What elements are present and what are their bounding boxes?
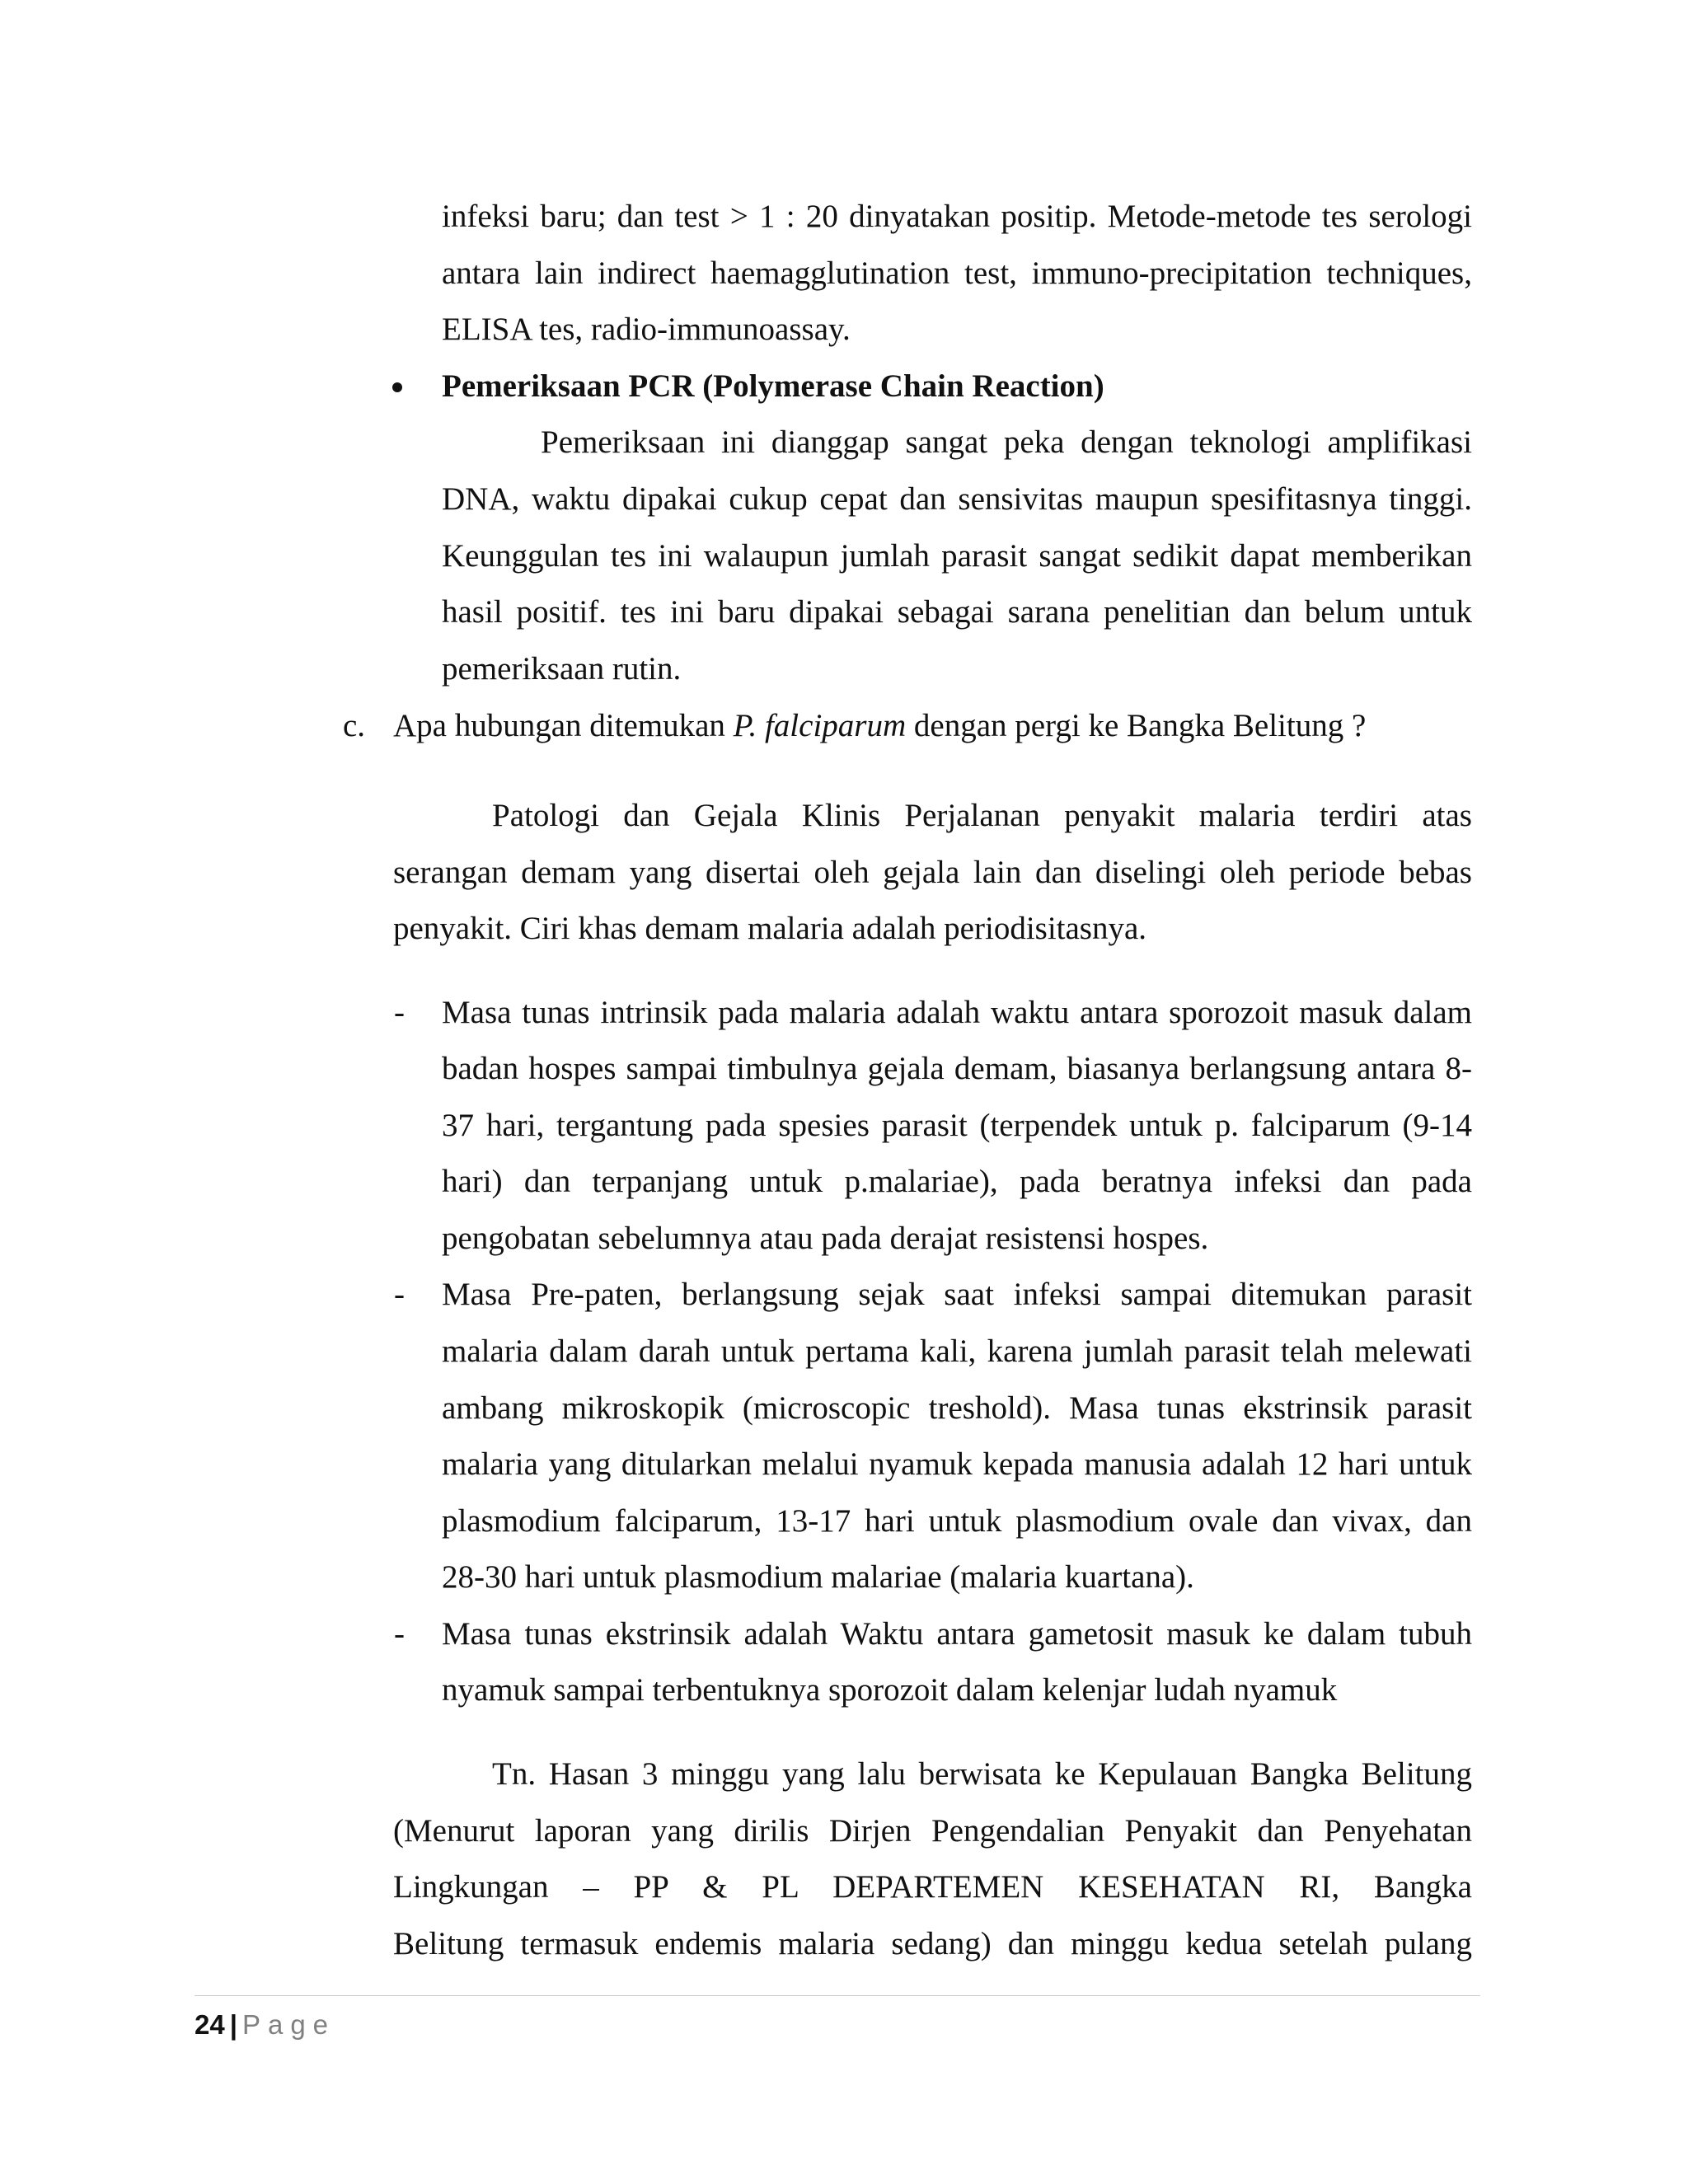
- body-line: infeksi baru; dan test > 1 : 20 dinyatakan positip. Metode-metode tes serologi: [442, 199, 1472, 234]
- footer-divider: [195, 1995, 1480, 1996]
- body-line: Masa Pre-paten, berlangsung sejak saat infeksi sampai ditemukan parasit: [442, 1277, 1472, 1312]
- bullet-icon: [392, 382, 402, 392]
- footer-separator: |: [229, 2009, 237, 2040]
- body-line: DNA, waktu dipakai cukup cepat dan sensivitas maupun spesifitasnya tinggi.: [442, 481, 1472, 517]
- page-footer: [195, 2011, 335, 2038]
- dash-marker: -: [394, 995, 405, 1030]
- body-line: Pemeriksaan ini dianggap sangat peka dengan teknologi amplifikasi: [541, 424, 1472, 460]
- body-line: serangan demam yang disertai oleh gejala lain dan diselingi oleh periode bebas: [393, 855, 1472, 890]
- page-number: 24: [195, 2009, 225, 2040]
- question-text: dengan pergi ke Bangka Belitung ?: [906, 708, 1367, 743]
- body-line: plasmodium falciparum, 13-17 hari untuk plasmodium ovale dan vivax, dan: [442, 1503, 1472, 1539]
- body-line: ELISA tes, radio-immunoassay.: [442, 312, 851, 347]
- body-line: badan hospes sampai timbulnya gejala demam, biasanya berlangsung antara 8-: [442, 1051, 1472, 1086]
- body-line: hasil positif. tes ini baru dipakai sebagai sarana penelitian dan belum untuk: [442, 594, 1472, 630]
- dash-marker: -: [394, 1616, 405, 1652]
- body-line: nyamuk sampai terbentuknya sporozoit dalam kelenjar ludah nyamuk: [442, 1672, 1338, 1708]
- body-line: Belitung termasuk endemis malaria sedang) dan minggu kedua setelah pulang: [393, 1926, 1472, 1961]
- body-line: 37 hari, tergantung pada spesies parasit (terpendek untuk p. falciparum (9-14: [442, 1108, 1472, 1143]
- body-line: malaria yang ditularkan melalui nyamuk kepada manusia adalah 12 hari untuk: [442, 1446, 1472, 1482]
- page-label: Page: [241, 2009, 336, 2040]
- body-line: ambang mikroskopik (microscopic treshold). Masa tunas ekstrinsik parasit: [442, 1390, 1472, 1426]
- body-line: pemeriksaan rutin.: [442, 651, 682, 687]
- body-line: hari) dan terpanjang untuk p.malariae), pada beratnya infeksi dan pada: [442, 1164, 1472, 1199]
- body-line: penyakit. Ciri khas demam malaria adalah periodisitasnya.: [393, 911, 1147, 946]
- body-line: Patologi dan Gejala Klinis Perjalanan penyakit malaria terdiri atas: [492, 798, 1472, 833]
- body-line: 28-30 hari untuk plasmodium malariae (malaria kuartana).: [442, 1559, 1194, 1595]
- species-name: P. falciparum: [733, 708, 907, 743]
- question-text: Apa hubungan ditemukan: [393, 708, 734, 743]
- section-heading-pcr: Pemeriksaan PCR (Polymerase Chain Reaction): [442, 368, 1104, 404]
- list-marker: c.: [343, 708, 366, 743]
- body-line: Lingkungan – PP & PL DEPARTEMEN KESEHATAN RI, Bangka: [393, 1869, 1472, 1905]
- body-line: antara lain indirect haemagglutination test, immuno-precipitation techniques,: [442, 255, 1472, 291]
- body-line: pengobatan sebelumnya atau pada derajat resistensi hospes.: [442, 1221, 1209, 1256]
- body-line: Tn. Hasan 3 minggu yang lalu berwisata ke Kepulauan Bangka Belitung: [492, 1756, 1472, 1792]
- body-line: Keunggulan tes ini walaupun jumlah parasit sangat sedikit dapat memberikan: [442, 538, 1472, 574]
- dash-marker: -: [394, 1277, 405, 1312]
- body-line: Masa tunas intrinsik pada malaria adalah waktu antara sporozoit masuk dalam: [442, 995, 1472, 1030]
- question-heading: [393, 710, 1366, 742]
- body-line: Masa tunas ekstrinsik adalah Waktu antara gametosit masuk ke dalam tubuh: [442, 1616, 1472, 1652]
- body-line: (Menurut laporan yang dirilis Dirjen Pengendalian Penyakit dan Penyehatan: [393, 1813, 1472, 1849]
- body-line: malaria dalam darah untuk pertama kali, karena jumlah parasit telah melewati: [442, 1333, 1472, 1369]
